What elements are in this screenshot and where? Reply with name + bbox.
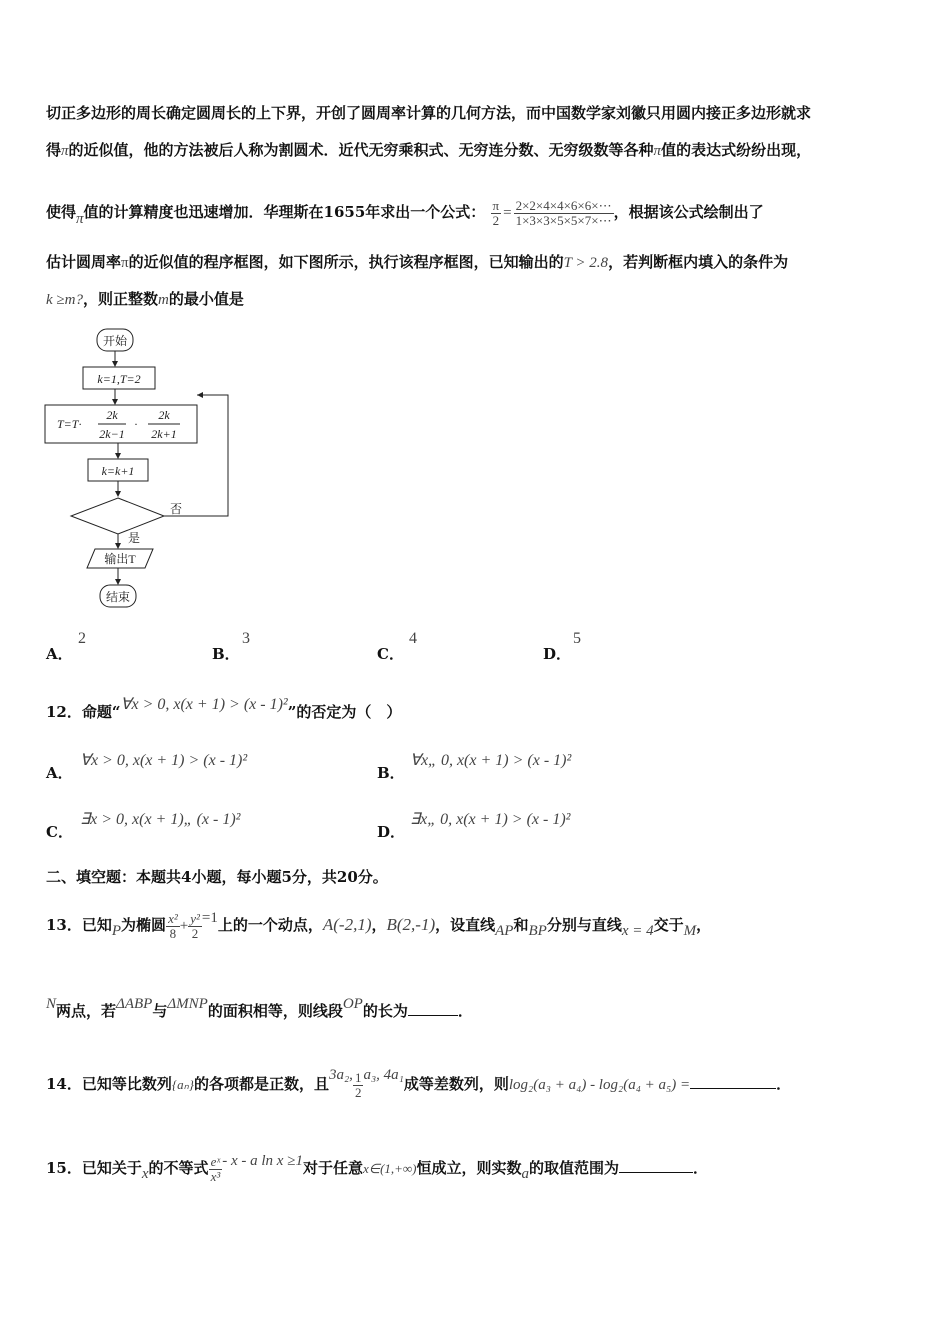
q14-line: 14．已知等比数列{aₙ}的各项都是正数，且3a₂, $\frac{1}{2}$ a₃, 4a₁成等差数列，则log₂(a₃ + a₄) - log₂(a₄ + a₅) = ． — [46, 1067, 792, 1100]
ellipse-x-term: $\frac{\text{x²}}{8}$ — [168, 910, 178, 941]
q14-answer-blank[interactable] — [690, 1074, 776, 1089]
intro-line-1: 切正多边形的周长确定圆周长的上下界，开创了圆周率计算的几何方法，而中国数学家刘徽只用圆内接正多边形就求 — [46, 104, 812, 122]
end-label: 结束 — [105, 590, 131, 604]
wallis-formula: $\frac{2\times 2\times 4\times 4\times 6\times 6\times\cdots}{1\times 3\times 3\times 5\times 5\times 7\times\cdots}$ — [515, 197, 612, 228]
frac1-num: 2k — [106, 408, 118, 422]
ellipse-y-term: $\frac{\text{y²}}{2}$ — [190, 910, 200, 941]
q12-option-a-value: ∀x > 0, x(x + 1) > (x - 1)² — [80, 752, 248, 769]
intro-line-4: 估计圆周率π的近似值的程序框图，如下图所示，执行该程序框图，已知输出的T > 2.8，若判断框内填入的条件为 — [46, 253, 789, 271]
q12-stem: 12．命题“∀x > 0, x(x + 1) > (x - 1)²”的否定为（ ） — [46, 696, 402, 721]
q12-option-d-value: ∃x„ 0, x(x + 1) > (x - 1)² — [410, 811, 571, 828]
q12-option-a[interactable]: A． — [46, 764, 73, 782]
q13-answer-blank[interactable] — [408, 1001, 458, 1016]
intro-line-5: k ≥m?，则正整数m的最小值是 — [46, 290, 244, 308]
q11-option-a[interactable]: A． — [46, 645, 73, 663]
q11-option-d-value: 5 — [573, 630, 581, 647]
intro-line-3: 使得π值的计算精度也迅速增加．华理斯在1655年求出一个公式： $\frac{\pi}{2}$ = $\frac{2\times 2\times 4\times 4\times 6\times 6\times\cdots}{1\times 3\times 3\times 5\times 5\times 7\times\cdots}$ ，根据该公式绘制出了 — [46, 197, 764, 228]
q12-option-c[interactable]: C． — [46, 823, 73, 841]
q12-option-b[interactable]: B． — [377, 764, 405, 782]
q15-line: 15．已知关于x的不等式 $\frac{\text{eˣ}}{\text{x³}}$ - x - a ln x ≥1对于任意x∈(1,+∞)恒成立，则实数a的取值范围为 ． — [46, 1153, 709, 1184]
yes-label: 是 — [128, 531, 141, 545]
decision-diamond — [71, 498, 164, 534]
no-label: 否 — [170, 502, 183, 516]
q11-option-c[interactable]: C． — [377, 645, 404, 663]
program-flowchart — [40, 320, 240, 620]
init-label: k=1,T=2 — [97, 372, 141, 386]
frac1-den: 2k−1 — [99, 427, 125, 441]
q11-option-a-value: 2 — [78, 630, 86, 647]
q12-option-c-value: ∃x > 0, x(x + 1)„ (x - 1)² — [80, 811, 241, 828]
wallis-lhs: $\frac{\pi}{2}$ — [492, 197, 500, 228]
q13-line-1: 13．已知P为椭圆 $\frac{\text{x²}}{8}$ + $\frac{\text{y²}}{2}$ =1上的一个动点，A(-2,1)，B(2,-1)，设直线AP和BP分别与直线x = 4交于M， — [46, 910, 712, 941]
q11-option-d[interactable]: D． — [543, 645, 572, 663]
frac2-num: 2k — [158, 408, 170, 422]
frac2-den: 2k+1 — [151, 427, 177, 441]
update-lhs: T=T· — [57, 417, 82, 431]
q12-option-d[interactable]: D． — [377, 823, 406, 841]
mult-dot: · — [134, 417, 138, 431]
half-fraction: $\frac{1}{2}$ — [354, 1069, 362, 1100]
q11-option-b[interactable]: B． — [212, 645, 240, 663]
q15-answer-blank[interactable] — [619, 1158, 693, 1173]
section-2-heading: 二、填空题：本题共4小题，每小题5分，共20分。 — [46, 868, 388, 886]
q11-option-c-value: 4 — [409, 630, 417, 647]
q11-option-b-value: 3 — [242, 630, 250, 647]
q12-option-b-value: ∀x„ 0, x(x + 1) > (x - 1)² — [410, 752, 572, 769]
exp-fraction: $\frac{\text{eˣ}}{\text{x³}}$ — [210, 1153, 221, 1184]
increment-label: k=k+1 — [101, 464, 135, 478]
q13-line-2: N两点，若ΔABP与ΔMNP的面积相等，则线段OP的长为 ． — [46, 996, 473, 1020]
intro-line-2: 得π的近似值，他的方法被后人称为割圆术．近代无穷乘积式、无穷连分数、无穷级数等各种π值的表达式纷纷出现， — [46, 141, 812, 159]
output-label: 输出T — [104, 552, 136, 566]
start-label: 开始 — [102, 334, 128, 348]
